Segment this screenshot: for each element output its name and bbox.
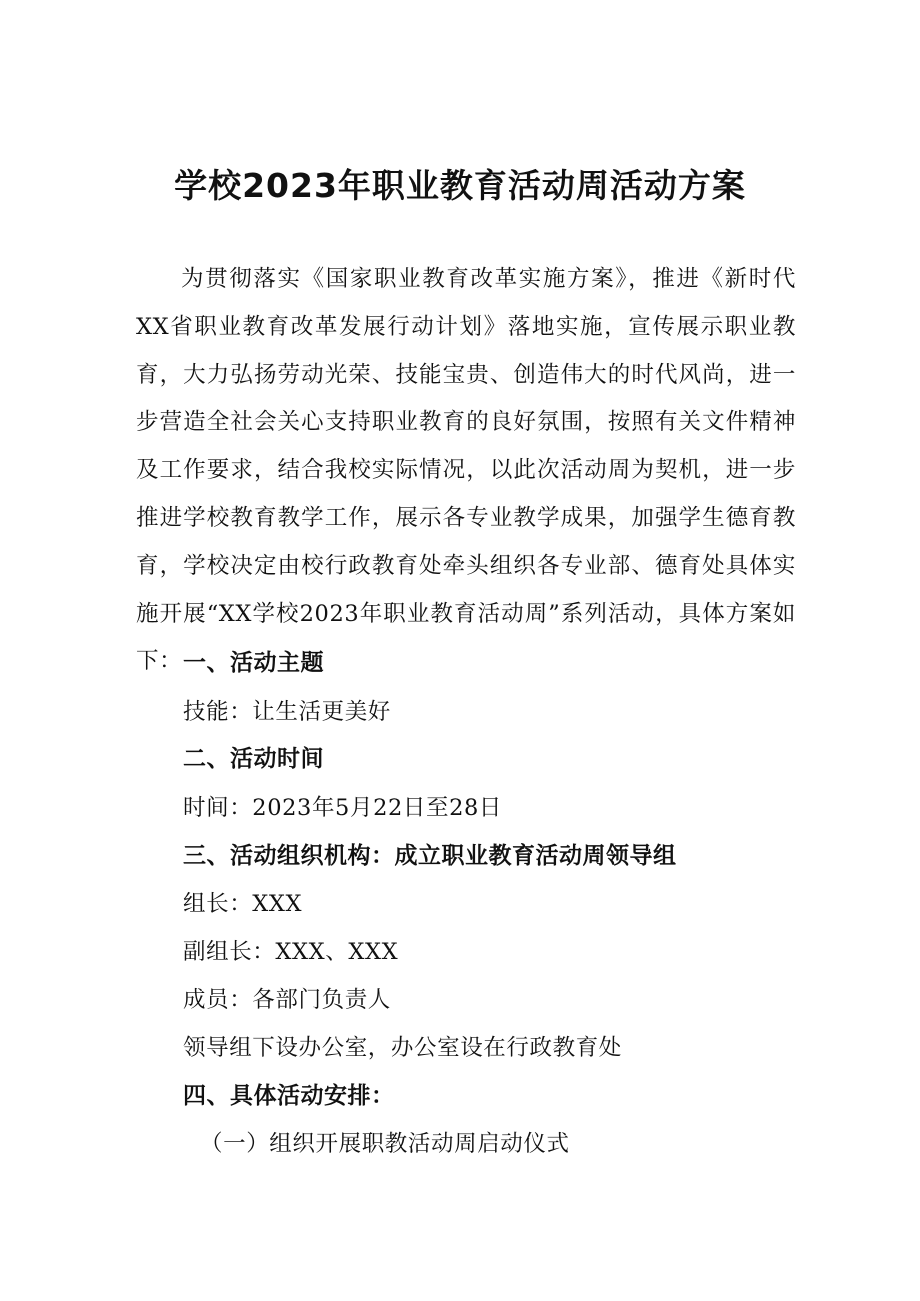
members-text: 成员：各部门负责人 xyxy=(183,987,391,1013)
theme-text: 技能：让生活更美好 xyxy=(183,699,391,725)
section-heading-theme: 一、活动主题 xyxy=(183,650,324,676)
section-heading-organization: 三、活动组织机构：成立职业教育活动周领导组 xyxy=(183,843,677,869)
time-text: 时间：2023年5月22日至28日 xyxy=(183,795,503,821)
section-heading-arrangements: 四、具体活动安排： xyxy=(183,1083,395,1109)
leader-text: 组长：XXX xyxy=(183,891,303,917)
intro-paragraph: 为贯彻落实《国家职业教育改革实施方案》，推进《新时代XX省职业教育改革发展行动计划》落地实施，宣传展示职业教育，大力弘扬劳动光荣、技能宝贵、创造伟大的时代风尚，进一步营造全社会关心支持职业教育的良好氛围，按照有关文件精神及工作要求，结合我校实际情况，以此次活动周为契机，进一步推进学校教育教学工作，展示各专业教学成果，加强学生德育教育，学校决定由校行政教育处牵头组织各专业部、德育处具体实施开展“XX学校2023年职业教育活动周”系列活动，具体方案如下： xyxy=(136,266,796,675)
section-heading-time: 二、活动时间 xyxy=(183,746,324,772)
subsection-launch-ceremony: （一）组织开展职教活动周启动仪式 xyxy=(200,1131,570,1157)
document-title: 学校2023年职业教育活动周活动方案 xyxy=(174,166,746,205)
deputy-leader-text: 副组长：XXX、XXX xyxy=(183,939,399,965)
office-text: 领导组下设办公室，办公室设在行政教育处 xyxy=(183,1035,622,1061)
